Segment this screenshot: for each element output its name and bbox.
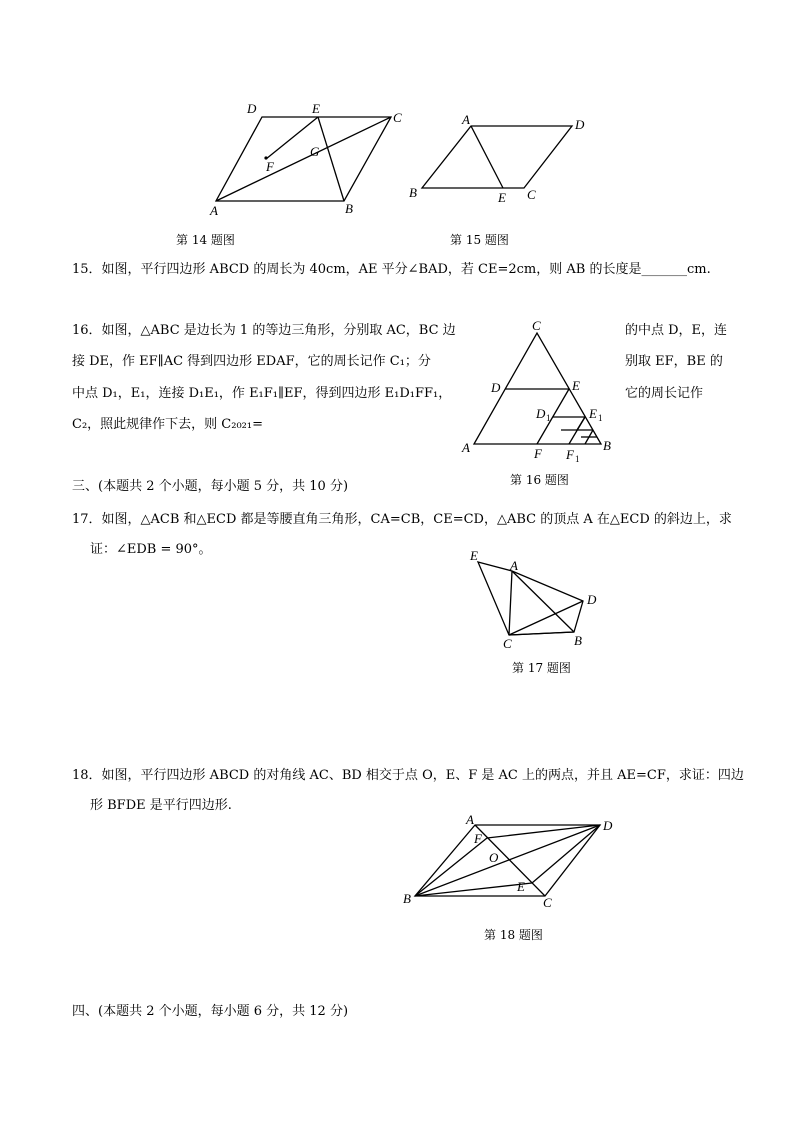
question-16-line-4: C₂，照此规律作下去，则 C₂₀₂₁= xyxy=(72,417,263,432)
fig18-label-a: A xyxy=(466,812,474,827)
fig14-caption: 第 14 题图 xyxy=(176,233,235,247)
fig18-caption: 第 18 题图 xyxy=(484,928,543,942)
fig16-label-f1-sub: 1 xyxy=(575,454,580,464)
fig16-label-e1: E xyxy=(589,406,597,421)
fig18-label-c: C xyxy=(543,895,552,910)
fig16-label-d1: D xyxy=(536,406,546,421)
question-18-line-2: 形 BFDE 是平行四边形. xyxy=(90,798,232,813)
fig18-line-bf xyxy=(415,838,487,896)
fig17-label-d: D xyxy=(587,592,597,607)
fig16-label-f: F xyxy=(534,446,542,461)
fig14-label-f: F xyxy=(266,159,274,174)
fig15-caption: 第 15 题图 xyxy=(450,233,509,247)
question-16-line-2: 接 DE，作 EF∥AC 得到四边形 EDAF，它的周长记作 C₁；分 xyxy=(72,354,431,369)
fig18-label-e: E xyxy=(517,879,525,894)
fig16-label-b: B xyxy=(603,438,611,453)
fig16-label-d: D xyxy=(491,380,501,395)
fig14-label-a: A xyxy=(210,203,218,218)
fig14-label-g: G xyxy=(310,144,320,159)
question-15: 15．如图，平行四边形 ABCD 的周长为 40cm，AE 平分∠BAD，若 CE=2cm，则 AB 的长度是_______cm. xyxy=(72,262,711,277)
question-17-line-2: 证：∠EDB = 90°。 xyxy=(90,542,212,557)
question-18-line-1: 18．如图，平行四边形 ABCD 的对角线 AC、BD 相交于点 O，E、F 是 AC 上的两点，并且 AE=CF，求证：四边 xyxy=(72,768,744,783)
fig17-label-a: A xyxy=(510,558,518,573)
fig15-label-d: D xyxy=(575,117,585,132)
section-4-heading: 四、(本题共 2 个小题，每小题 6 分，共 12 分) xyxy=(72,1004,349,1019)
fig14-label-b: B xyxy=(345,201,353,216)
fig16-caption: 第 16 题图 xyxy=(510,473,569,487)
fig17-label-c: C xyxy=(503,636,512,651)
fig18-label-o: O xyxy=(489,850,499,865)
question-16-line-2-right: 别取 EF，BE 的 xyxy=(625,354,723,369)
fig16-label-f1: F xyxy=(566,447,574,462)
fig14-label-c: C xyxy=(393,110,402,125)
fig17-label-e: E xyxy=(470,548,478,563)
fig15-label-a: A xyxy=(462,112,470,127)
question-16-line-1: 16．如图，△ABC 是边长为 1 的等边三角形，分别取 AC，BC 边 xyxy=(72,323,456,338)
question-16-line-3-right: 它的周长记作 xyxy=(625,386,704,401)
fig18-label-f: F xyxy=(474,831,482,846)
fig16-label-e1-sub: 1 xyxy=(598,413,603,423)
fig15-label-b: B xyxy=(409,185,417,200)
section-3-heading: 三、(本题共 2 个小题，每小题 5 分，共 10 分) xyxy=(72,479,349,494)
fig14-label-d: D xyxy=(247,101,257,116)
fig17-caption: 第 17 题图 xyxy=(512,661,571,675)
fig16-label-d1-sub: 1 xyxy=(546,413,551,423)
question-16-line-3: 中点 D₁，E₁，连接 D₁E₁，作 E₁F₁∥EF，得到四边形 E₁D₁FF₁， xyxy=(72,386,452,401)
fig16-label-c: C xyxy=(532,318,541,333)
fig16-label-a: A xyxy=(462,440,470,455)
fig18-line-ed xyxy=(532,825,600,883)
fig15-label-c: C xyxy=(527,187,536,202)
question-17-line-1: 17．如图，△ACB 和△ECD 都是等腰直角三角形，CA=CB，CE=CD，△ABC 的顶点 A 在△ECD 的斜边上，求 xyxy=(72,512,732,527)
fig14-label-e: E xyxy=(312,101,320,116)
fig17-label-b: B xyxy=(574,633,582,648)
fig15-label-e: E xyxy=(498,190,506,205)
question-16-line-1-right: 的中点 D，E，连 xyxy=(625,323,728,338)
fig18-label-b: B xyxy=(403,891,411,906)
fig16-label-e: E xyxy=(572,378,580,393)
fig18-label-d: D xyxy=(603,818,613,833)
